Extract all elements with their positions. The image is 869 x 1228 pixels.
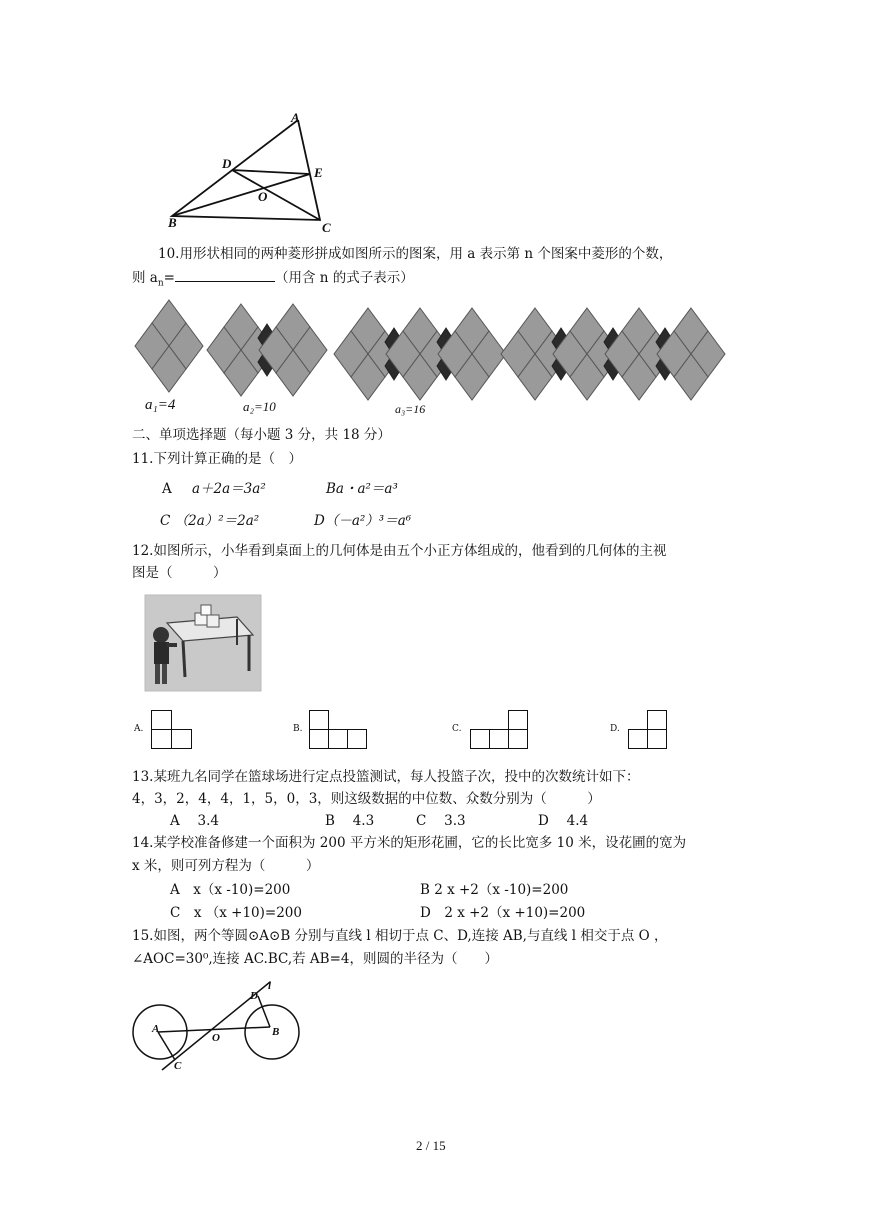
q14-option-b[interactable]: B 2 x +2（x -10)=200 — [420, 882, 569, 898]
q13-line2: 4，3，2，4，4，1，5，0，3，则这级数据的中位数、众数分别为（ ） — [132, 791, 601, 807]
q13-option-d[interactable]: D 4.4 — [538, 813, 589, 829]
q13-option-a[interactable]: A 3.4 — [170, 813, 220, 829]
circle-point-b-label: B — [272, 1026, 280, 1038]
q11-option-a-label: A — [162, 481, 172, 497]
q15-line2: ∠AOC=30⁰,连接 AC.BC,若 AB=4，则圆的半径为（ ） — [132, 951, 499, 967]
rhombus-pattern-1 — [134, 300, 204, 392]
q10-line2: 则 $a_n=$ （用含 n 的式子表示） — [132, 270, 414, 289]
point-e-label: E — [314, 165, 323, 180]
boy-table-photo — [145, 595, 261, 691]
q13-option-b[interactable]: B 4.3 — [325, 813, 375, 829]
q14-line1: 14.某学校准备修建一个面积为 200 平方米的矩形花圃，它的长比宽多 10 米，设花圃的宽为 — [132, 835, 687, 851]
circle-point-c-label: C — [174, 1060, 182, 1072]
q12-line1: 12.如图所示，小华看到桌面上的几何体是由五个小正方体组成的，他看到的几何体的主视 — [132, 543, 667, 559]
point-d-label: D — [222, 156, 232, 171]
rhombus-pattern-3 — [333, 314, 489, 396]
point-a-label: A — [291, 110, 300, 125]
q12-option-d-label[interactable]: D. — [610, 724, 620, 734]
circle-point-a-label: A — [152, 1023, 160, 1035]
q11-option-c[interactable]: C （2a）²＝2a² — [160, 513, 260, 529]
triangle-figure — [160, 108, 360, 238]
q12-option-a-label[interactable]: A. — [134, 724, 144, 734]
caption-a3: a₃=16 — [395, 402, 426, 416]
q10-line1: 10.用形状相同的两种菱形拼成如图所示的图案，用 a 表示第 n 个图案中菱形的个数， — [158, 246, 673, 262]
point-o-label: O — [258, 189, 268, 204]
point-c-label: C — [322, 220, 331, 235]
page-number: 2 / 15 — [416, 1138, 446, 1153]
q10-answer-blank[interactable] — [175, 268, 275, 282]
q12-option-c-label[interactable]: C. — [452, 724, 462, 734]
caption-a2: a₂=10 — [243, 399, 276, 414]
q11-stem: 11.下列计算正确的是（ ） — [132, 451, 302, 467]
rhombus-pattern-2 — [206, 310, 318, 392]
section2-heading: 二、单项选择题（每小题 3 分，共 18 分） — [132, 427, 391, 443]
point-o-label-q15: O — [212, 1032, 220, 1044]
line-l-label: l — [268, 980, 272, 992]
q12-option-a-shape[interactable] — [151, 710, 193, 750]
q12-option-b-shape[interactable] — [309, 710, 369, 750]
q11-option-d[interactable]: D（－a²）³＝a⁶ — [314, 513, 412, 529]
circle-point-d-label: D — [250, 990, 258, 1002]
q14-option-c[interactable]: C x （x +10)=200 — [170, 905, 302, 921]
q12-line2: 图是（ ） — [132, 565, 227, 581]
q12-option-c-shape[interactable] — [468, 710, 530, 750]
q14-line2: x 米，则可列方程为（ ） — [132, 858, 320, 874]
q13-line1: 13.某班九名同学在篮球场进行定点投篮测试，每人投篮子次，投中的次数统计如下： — [132, 769, 640, 785]
q14-option-d[interactable]: D 2 x +2（x +10)=200 — [420, 905, 586, 921]
caption-a1: a₁=4 — [145, 397, 176, 413]
point-b-label: B — [168, 215, 177, 230]
q13-option-c[interactable]: C 3.3 — [416, 813, 466, 829]
q15-line1: 15.如图，两个等圆⊙A⊙B 分别与直线 l 相切于点 C、D,连接 AB,与直线 l 相交于点 O ， — [132, 928, 668, 944]
q12-option-b-label[interactable]: B. — [293, 724, 303, 734]
q11-option-a[interactable]: a＋2a＝3a² — [192, 481, 266, 497]
q14-option-a[interactable]: A x（x -10)=200 — [170, 882, 291, 898]
rhombus-pattern-4 — [500, 314, 710, 396]
q11-option-b[interactable]: Ba・a²＝a³ — [326, 481, 398, 497]
q12-option-d-shape[interactable] — [627, 710, 669, 750]
